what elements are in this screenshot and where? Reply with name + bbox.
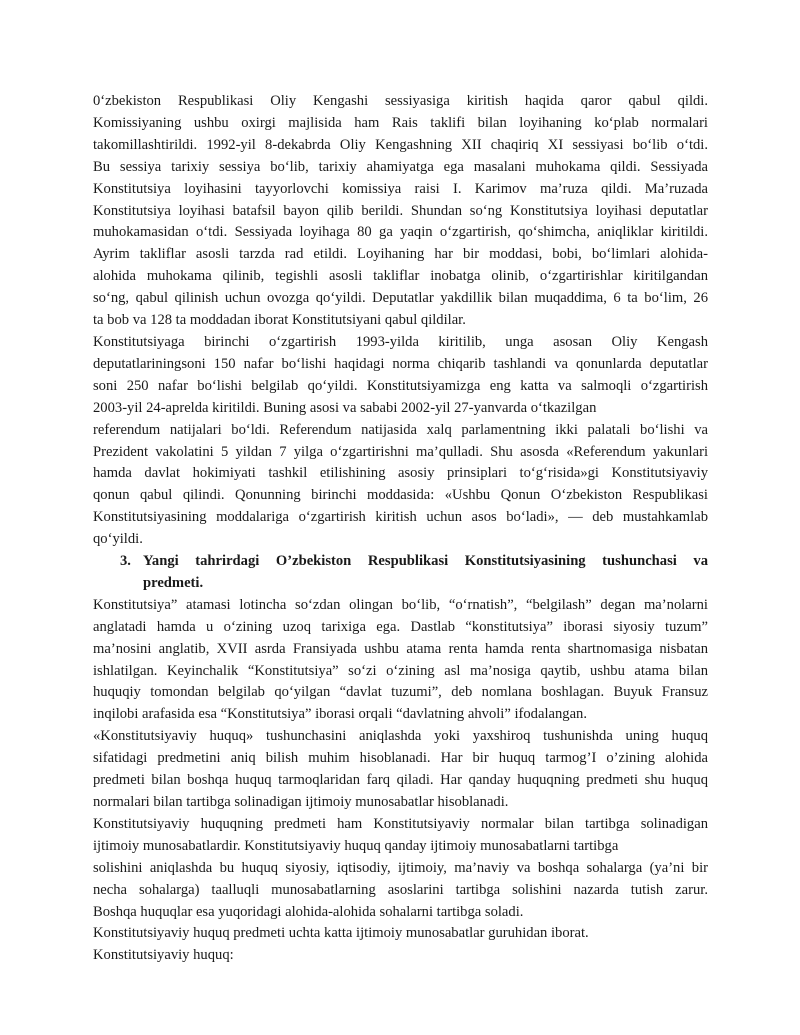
text-line: ta bob va 128 ta moddadan iborat Konstitutsiyani qabul qildilar. <box>93 312 466 329</box>
text-line: muhokamasidan o‘tdi. Sessiyada loyihaga 80 ga yaqin o‘zgartirish, qo‘shimcha, aniqliklar kiritildi. <box>93 224 708 241</box>
text-line: Konstitutsiya loyihasini tayyorlovchi komissiya raisi I. Karimov ma’ruza qildi. Ma’ruzada <box>93 180 708 197</box>
text-line: anglatadi hamda u o‘zining uzoq tarixiga ega. Dastlab “konstitutsiya” iborasi siyosiy tuzum” <box>93 618 708 635</box>
text-line: so‘ng, qabul qilinish uchun ovozga qo‘yildi. Deputatlar yakdillik bilan muqaddima, 6 ta bo‘lim, 26 <box>93 290 708 307</box>
text-line: Ayrim takliflar asosli tarzda rad etildi. Loyihaning har bir moddasi, bobi, bo‘limlari alohida- <box>93 246 708 263</box>
heading-line: predmeti. <box>143 574 204 591</box>
text-line: Konstitutsiyaviy huquq: <box>93 947 234 964</box>
text-line: Prezident vakolatini 5 yildan 7 yilga o‘zgartirishni ma’qulladi. Shu asosda «Referendum yakunlari <box>93 443 708 460</box>
text-line: ishlatilgan. Keyinchalik “Konstitutsiya” so‘zi o‘zining asl ma’nosiga qaytib, ushbu atama bilan <box>93 662 708 679</box>
text-line: sifatidagi predmetini aniq bilish muhim hisoblanadi. Har bir huquq tarmog’I o’zining alohida <box>93 750 708 767</box>
text-line: Konstitutsiyaviy huquqning predmeti ham Konstitutsiyaviy normalar bilan tartibga solinadigan <box>93 815 708 832</box>
paragraph-constitutional-law-concept <box>93 726 708 814</box>
paragraph-oliy-kengash-session <box>93 91 708 332</box>
text-line: Boshqa huquqlar esa yuqoridagi alohida-alohida sohalarni tartibga soladi. <box>93 903 524 920</box>
text-line: huquqiy tomondan belgilab qo‘yilgan “davlat tuzumi”, deb nomlana boshlagan. Buyuk Fransuz <box>93 684 708 701</box>
paragraph-constitution-term <box>93 595 708 726</box>
text-line: takomillashtirildi. 1992-yil 8-dekabrda Oliy Kengashning XII chaqiriq XI sessiyasi bo‘lib o‘tdi. <box>93 136 708 153</box>
paragraph-subject-groups <box>93 923 708 945</box>
text-line: alohida muhokama qilinib, tegishli asosli takliflar inobatga olinib, o‘zgartirishlar kiritilgandan <box>93 268 708 285</box>
text-line: necha sohalarga) taalluqli munosabatlarning asoslarini tartibga solishini nazarda tutish zarur. <box>93 881 708 898</box>
text-line: Konstitutsiyaviy huquq predmeti uchta katta ijtimoiy munosabatlar guruhidan iborat. <box>93 925 589 942</box>
text-line: qonun qabul qilindi. Qonunning birinchi moddasida: «Ushbu Qonun O‘zbekiston Respublikasi <box>93 487 708 504</box>
text-line: qo‘yildi. <box>93 531 143 548</box>
text-line: referendum natijalari bo‘ldi. Referendum natijasida xalq parlamentning ikki palatali bo‘lishi va <box>93 421 708 438</box>
text-line: Komissiyaning ushbu oxirgi majlisida ham Rais taklifi bilan loyihaning ko‘plab normalari <box>93 114 708 131</box>
section-number: 3. <box>120 553 131 570</box>
text-line: deputatlariningsoni 150 nafar bo‘lishi haqidagi norma chiqarib tashlandi va qonunlarda deputatlar <box>93 355 708 372</box>
text-line: «Konstitutsiyaviy huquq» tushunchasini aniqlashda yoki yaxshiroq tushunishda uning huquq <box>93 728 708 745</box>
heading-line: Yangi tahrirdagi O’zbekiston Respublikasi Konstitutsiyasining tushunchasi va <box>143 553 708 570</box>
text-line: normalari bilan tartibga solinadigan ijtimoiy munosabatlar hisoblanadi. <box>93 794 509 810</box>
text-line: Bu sessiya tarixiy sessiya bo‘lib, tarixiy ahamiyatga ega masalani muhokama qildi. Sessiyada <box>93 158 708 175</box>
section-heading <box>93 551 708 595</box>
text-line: ijtimoiy munosabatlardir. Konstitutsiyaviy huquq qanday ijtimoiy munosabatlarni tartibga <box>93 837 619 854</box>
text-line: solishini aniqlashda bu huquq siyosiy, iqtisodiy, ijtimoiy, ma’naviy va boshqa sohalarga (ya’ni bir <box>93 859 708 876</box>
text-line: Konstitutsiyasining moddalariga o‘zgartirish kiritish uchun asos bo‘ladi», — deb mustahkamlab <box>93 509 708 526</box>
paragraph-constitutional-law-label <box>93 945 708 967</box>
text-line: Konstitutsiya” atamasi lotincha so‘zdan olingan bo‘lib, “o‘rnatish”, “belgilash” degan ma’nolarni <box>93 596 708 613</box>
text-line: hamda davlat hokimiyati tashkil etilishining asosiy prinsiplari to‘g‘risida»gi Konstitutsiyaviy <box>93 465 708 482</box>
text-line: inqilobi arafasida esa “Konstitutsiya” iborasi orqali “davlatning ahvoli” ifodalangan. <box>93 706 588 723</box>
text-line: 2003-yil 24-aprelda kiritildi. Buning asosi va sababi 2002-yil 27-yanvarda o‘tkazilgan <box>93 399 597 416</box>
paragraph-constitution-amendments <box>93 332 708 551</box>
text-line: 0‘zbekiston Respublikasi Oliy Kengashi sessiyasiga kiritish haqida qaror qabul qildi. <box>93 93 708 109</box>
paragraph-constitutional-law-subject <box>93 814 708 924</box>
text-line: ma’nosini anglatib, XVII asrda Fransiyada ushbu atama renta hamda renta shartnomasiga nisbatan <box>93 640 708 657</box>
text-line: predmeti bilan boshqa huquq tarmoqlaridan farq qiladi. Har qanday huquqning predmeti shu huquq <box>93 772 708 789</box>
text-line: Konstitutsiya loyihasi batafsil bayon qilib berildi. Shundan so‘ng Konstitutsiya loyihasi deputatlar <box>93 202 708 219</box>
text-line: Konstitutsiyaga birinchi o‘zgartirish 1993-yilda kiritilib, unga asosan Oliy Kengash <box>93 333 708 350</box>
text-line: soni 250 nafar bo‘lishi belgilab qo‘yildi. Konstitutsiyamizga eng katta va salmoqli o‘zgartirish <box>93 377 708 394</box>
